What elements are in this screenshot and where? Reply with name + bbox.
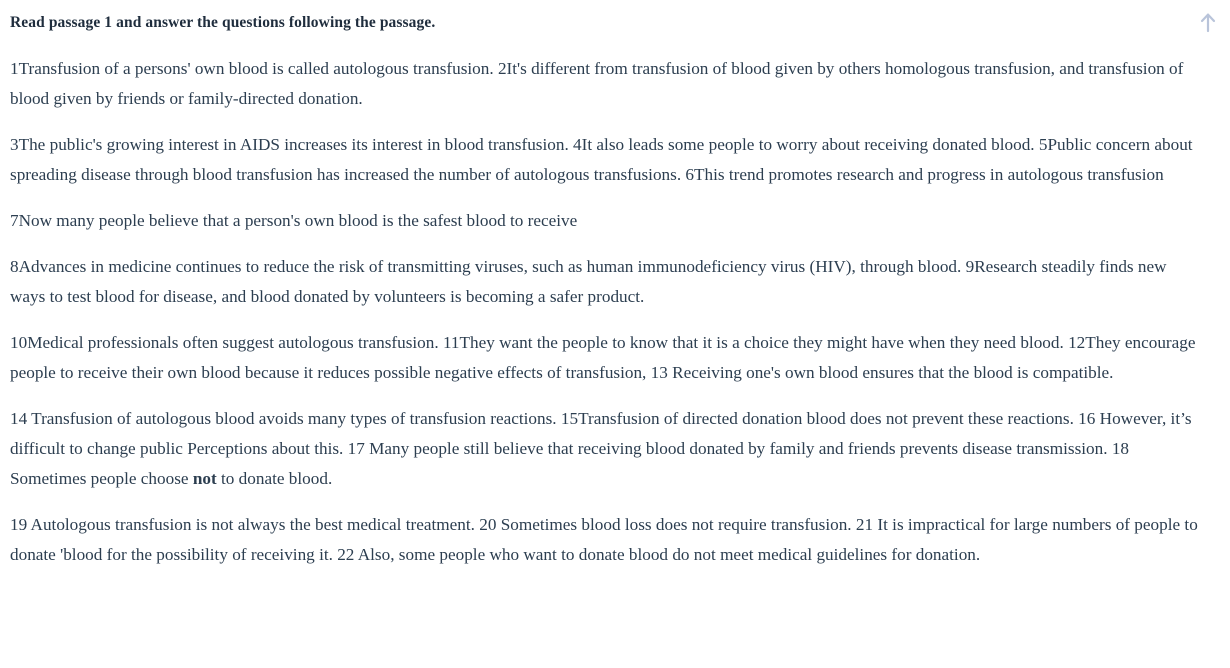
passage-paragraph-7: 19 Autologous transfusion is not always the best medical treatment. 20 Sometimes blood loss does not require transfusion. 21 It is impractical for large numbers of people to donate 'blood for the possibility of receiving it. 22 Also, some people who want to donate blood do not meet medical guidelines for donation. — [10, 515, 1198, 564]
paragraph-6-segment-3: to donate blood. — [216, 469, 333, 488]
passage-paragraph-5: 10Medical professionals often suggest autologous transfusion. 11They want the people to know that it is a choice they might have when they need blood. 12They encourage people to receive their own blood because it reduces possible negative effects of transfusion, 13 Receiving one's own blood ensures that the blood is compatible. — [10, 333, 1196, 382]
paragraph-6-emphasis-not: not — [192, 469, 217, 488]
passage-instruction-heading: Read passage 1 and answer the questions following the passage. — [10, 14, 436, 31]
passage-paragraph-2: 3The public's growing interest in AIDS increases its interest in blood transfusion. 4It also leads some people to worry about receiving donated blood. 5Public concern about spreading disease through blood transfusion has increased the number of autologous transfusions. 6This trend promotes research and progress in autologous transfusion — [10, 135, 1193, 184]
arrow-up-icon — [1198, 11, 1218, 33]
scroll-to-top-button[interactable] — [1195, 8, 1221, 36]
paragraph-6-segment-1: 14 Transfusion of autologous blood avoids many types of transfusion reactions. 15Transfusion of directed donation blood does not prevent these reactions. 16 However, it’s difficult to change public Perceptions about this. 17 Many people still believe that receiving blood donated by family and friends prevents disease transmission. 18 Sometimes people choose — [10, 409, 1192, 488]
passage-text-body — [10, 54, 1208, 570]
passage-paragraph-6 — [10, 404, 1202, 494]
passage-paragraph-1: 1Transfusion of a persons' own blood is called autologous transfusion. 2It's different from transfusion of blood given by others homologous transfusion, and transfusion of blood given by friends or family-directed donation. — [10, 59, 1184, 108]
passage-paragraph-3: 7Now many people believe that a person's own blood is the safest blood to receive — [10, 211, 578, 230]
passage-paragraph-4: 8Advances in medicine continues to reduce the risk of transmitting viruses, such as human immunodeficiency virus (HIV), through blood. 9Research steadily finds new ways to test blood for disease, and blood donated by volunteers is becoming a safer product. — [10, 257, 1167, 306]
